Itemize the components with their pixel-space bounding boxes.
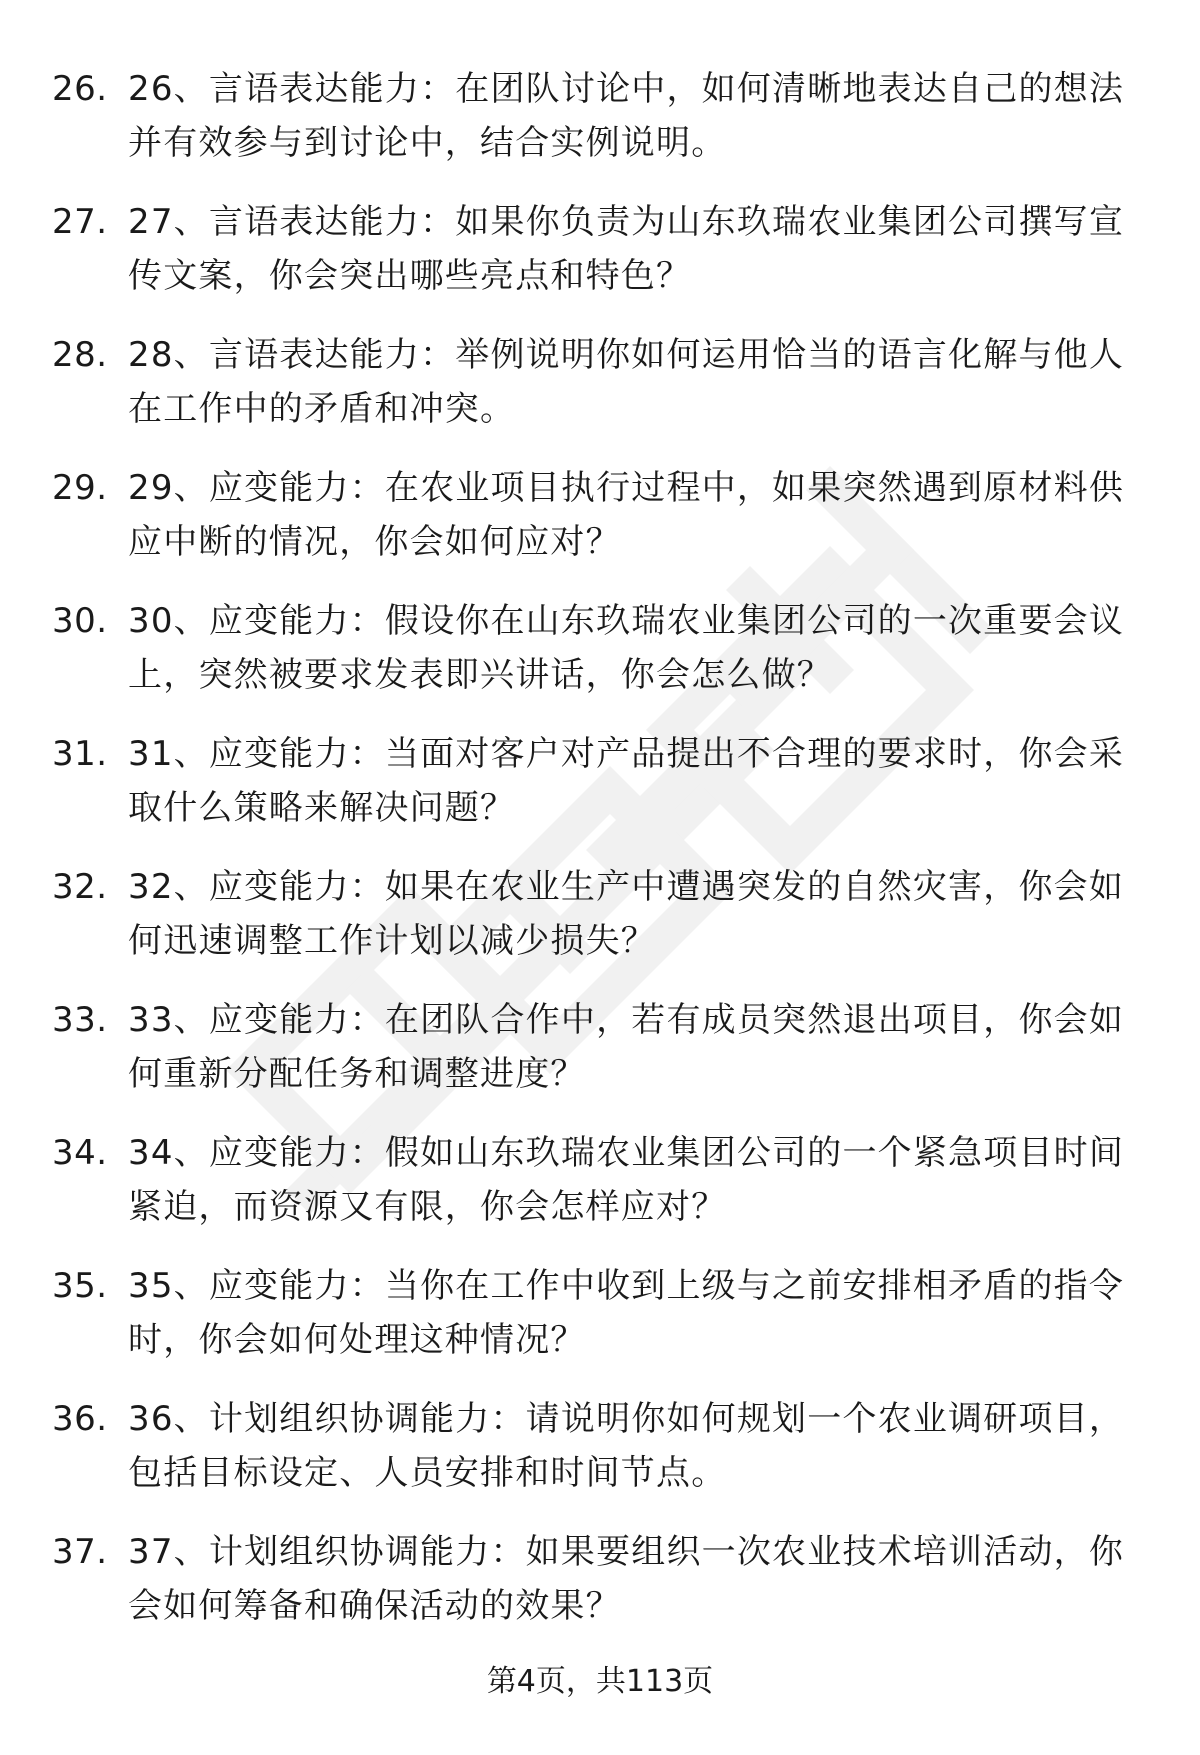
question-number: 35. (52, 1266, 108, 1306)
question-item (0, 1249, 1200, 1382)
question-item (0, 1382, 1200, 1515)
question-text: 37、计划组织协调能力：如果要组织一次农业技术培训活动，你会如何筹备和确保活动的效果？ (128, 1532, 1125, 1626)
question-item (0, 850, 1200, 983)
question-number: 26. (52, 69, 108, 109)
question-text: 31、应变能力：当面对客户对产品提出不合理的要求时，你会采取什么策略来解决问题？ (128, 734, 1125, 828)
question-number: 27. (52, 202, 108, 242)
question-number: 32. (52, 867, 108, 907)
question-number: 36. (52, 1399, 108, 1439)
question-item (0, 52, 1200, 185)
question-text: 30、应变能力：假设你在山东玖瑞农业集团公司的一次重要会议上，突然被要求发表即兴讲话，你会怎么做？ (128, 601, 1125, 695)
question-item (0, 584, 1200, 717)
question-item (0, 1116, 1200, 1249)
question-item (0, 983, 1200, 1116)
question-item (0, 1515, 1200, 1648)
question-item (0, 451, 1200, 584)
page-number-label: 第4页，共113页 (486, 1664, 714, 1699)
question-number: 37. (52, 1532, 108, 1572)
question-item (0, 717, 1200, 850)
question-item (0, 185, 1200, 318)
question-number: 28. (52, 335, 108, 375)
question-text: 35、应变能力：当你在工作中收到上级与之前安排相矛盾的指令时，你会如何处理这种情况？ (128, 1266, 1125, 1360)
question-list (0, 52, 1200, 1648)
question-text: 27、言语表达能力：如果你负责为山东玖瑞农业集团公司撰写宣传文案，你会突出哪些亮点和特色？ (128, 202, 1125, 296)
question-number: 29. (52, 468, 108, 508)
question-text: 28、言语表达能力：举例说明你如何运用恰当的语言化解与他人在工作中的矛盾和冲突。 (128, 335, 1125, 429)
question-number: 34. (52, 1133, 108, 1173)
question-number: 33. (52, 1000, 108, 1040)
question-text: 29、应变能力：在农业项目执行过程中，如果突然遇到原材料供应中断的情况，你会如何应对？ (128, 468, 1125, 562)
question-text: 26、言语表达能力：在团队讨论中，如何清晰地表达自己的想法并有效参与到讨论中，结合实例说明。 (128, 69, 1125, 163)
question-number: 30. (52, 601, 108, 641)
question-text: 32、应变能力：如果在农业生产中遭遇突发的自然灾害，你会如何迅速调整工作计划以减少损失？ (128, 867, 1125, 961)
page-footer (0, 1662, 1200, 1702)
question-number: 31. (52, 734, 108, 774)
question-text: 36、计划组织协调能力：请说明你如何规划一个农业调研项目，包括目标设定、人员安排和时间节点。 (128, 1399, 1125, 1493)
question-item (0, 318, 1200, 451)
question-text: 33、应变能力：在团队合作中，若有成员突然退出项目，你会如何重新分配任务和调整进度？ (128, 1000, 1125, 1094)
question-text: 34、应变能力：假如山东玖瑞农业集团公司的一个紧急项目时间紧迫，而资源又有限，你会怎样应对？ (128, 1133, 1125, 1227)
